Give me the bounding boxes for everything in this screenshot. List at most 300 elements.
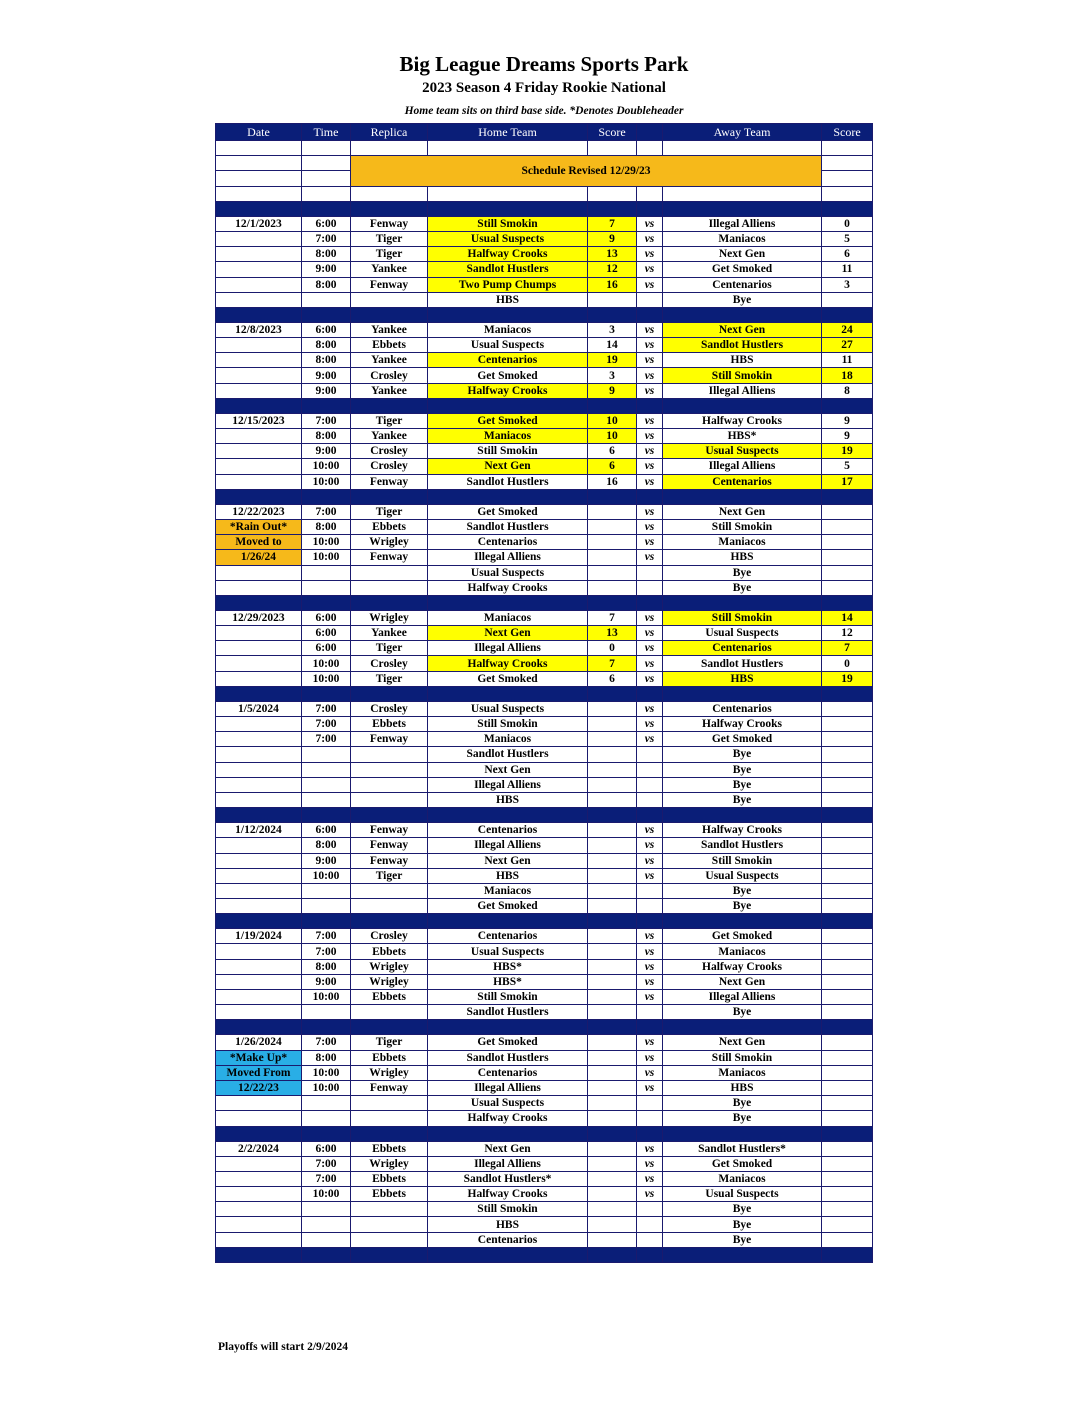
separator-cell (302, 595, 351, 610)
separator-cell (822, 489, 873, 504)
separator-cell (302, 398, 351, 413)
vs-cell: vs (637, 504, 663, 519)
time-cell: 10:00 (302, 1065, 351, 1080)
vs-cell (637, 762, 663, 777)
vs-cell: vs (637, 413, 663, 428)
home-score-cell: 14 (588, 338, 637, 353)
vs-cell (637, 1217, 663, 1232)
week-separator (216, 1126, 873, 1141)
home-score-cell (588, 1065, 637, 1080)
date-cell: *Make Up* (216, 1050, 302, 1065)
away-score-cell (822, 747, 873, 762)
separator-cell (428, 1247, 588, 1262)
away-score-cell (822, 580, 873, 595)
home-score-cell (588, 792, 637, 807)
away-score-cell: 14 (822, 610, 873, 625)
time-cell (302, 899, 351, 914)
game-row (216, 459, 873, 474)
vs-cell: vs (637, 1156, 663, 1171)
away-score-cell (822, 1080, 873, 1095)
home-team-cell: HBS (428, 792, 588, 807)
separator-cell (351, 201, 428, 216)
away-team-cell: Next Gen (663, 322, 822, 337)
date-cell: 12/29/2023 (216, 610, 302, 625)
separator-cell (822, 307, 873, 322)
time-cell (302, 1111, 351, 1126)
time-cell: 6:00 (302, 626, 351, 641)
vs-cell: vs (637, 231, 663, 246)
away-team-cell: Sandlot Hustlers* (663, 1141, 822, 1156)
replica-cell: Tiger (351, 504, 428, 519)
separator-cell (428, 1126, 588, 1141)
separator-cell (822, 398, 873, 413)
separator-cell (663, 686, 822, 701)
separator-cell (663, 307, 822, 322)
separator-cell (216, 914, 302, 929)
col-date-header: Date (216, 124, 302, 141)
vs-cell: vs (637, 519, 663, 534)
separator-cell (428, 686, 588, 701)
vs-cell: vs (637, 444, 663, 459)
home-team-cell: Still Smokin (428, 216, 588, 231)
home-team-cell: Usual Suspects (428, 338, 588, 353)
home-team-cell: HBS (428, 1217, 588, 1232)
replica-cell: Wrigley (351, 959, 428, 974)
away-team-cell: Get Smoked (663, 929, 822, 944)
vs-cell (637, 899, 663, 914)
away-team-cell: Halfway Crooks (663, 823, 822, 838)
vs-cell: vs (637, 626, 663, 641)
away-team-cell: Bye (663, 580, 822, 595)
away-team-cell: Usual Suspects (663, 626, 822, 641)
date-cell (216, 838, 302, 853)
game-row (216, 656, 873, 671)
game-row (216, 1141, 873, 1156)
away-score-cell (822, 990, 873, 1005)
replica-cell (351, 1005, 428, 1020)
home-team-cell: Next Gen (428, 626, 588, 641)
week-separator (216, 686, 873, 701)
time-cell (302, 762, 351, 777)
replica-cell: Fenway (351, 474, 428, 489)
home-score-cell (588, 974, 637, 989)
away-score-cell: 7 (822, 641, 873, 656)
separator-cell (637, 914, 663, 929)
home-score-cell (588, 883, 637, 898)
game-row (216, 277, 873, 292)
replica-cell: Wrigley (351, 1156, 428, 1171)
away-score-cell (822, 899, 873, 914)
game-row (216, 1202, 873, 1217)
home-score-cell (588, 899, 637, 914)
replica-cell: Tiger (351, 671, 428, 686)
page-title: Big League Dreams Sports Park (399, 52, 689, 76)
home-score-cell (588, 292, 637, 307)
away-score-cell (822, 883, 873, 898)
replica-cell: Crosley (351, 444, 428, 459)
away-score-cell (822, 777, 873, 792)
away-team-cell: Still Smokin (663, 853, 822, 868)
date-cell: 12/8/2023 (216, 322, 302, 337)
time-cell: 6:00 (302, 610, 351, 625)
home-team-cell: Halfway Crooks (428, 247, 588, 262)
vs-cell (637, 292, 663, 307)
separator-cell (588, 307, 637, 322)
game-row (216, 959, 873, 974)
away-score-cell (822, 1005, 873, 1020)
vs-cell (637, 1202, 663, 1217)
home-score-cell: 7 (588, 656, 637, 671)
away-team-cell: Still Smokin (663, 1050, 822, 1065)
away-team-cell: Get Smoked (663, 732, 822, 747)
col-away-team-header: Away Team (663, 124, 822, 141)
away-score-cell: 9 (822, 429, 873, 444)
time-cell: 8:00 (302, 338, 351, 353)
away-team-cell: Bye (663, 1111, 822, 1126)
separator-cell (588, 1020, 637, 1035)
away-score-cell (822, 1217, 873, 1232)
away-team-cell: Usual Suspects (663, 868, 822, 883)
week-separator (216, 808, 873, 823)
away-team-cell: Next Gen (663, 974, 822, 989)
replica-cell: Tiger (351, 641, 428, 656)
separator-cell (588, 686, 637, 701)
page-subtitle: 2023 Season 4 Friday Rookie National (422, 80, 666, 96)
time-cell: 9:00 (302, 383, 351, 398)
separator-cell (637, 307, 663, 322)
away-score-cell: 11 (822, 353, 873, 368)
time-cell: 8:00 (302, 429, 351, 444)
home-score-cell (588, 868, 637, 883)
date-cell (216, 1232, 302, 1247)
date-cell (216, 1005, 302, 1020)
vs-cell: vs (637, 610, 663, 625)
away-team-cell: Sandlot Hustlers (663, 838, 822, 853)
separator-cell (351, 686, 428, 701)
playoffs-note: Playoffs will start 2/9/2024 (218, 1341, 348, 1353)
time-cell: 8:00 (302, 247, 351, 262)
away-score-cell: 27 (822, 338, 873, 353)
away-score-cell: 12 (822, 626, 873, 641)
date-cell (216, 899, 302, 914)
vs-cell: vs (637, 459, 663, 474)
separator-cell (588, 489, 637, 504)
separator-cell (822, 808, 873, 823)
replica-cell: Wrigley (351, 535, 428, 550)
home-team-cell: Get Smoked (428, 413, 588, 428)
time-cell: 8:00 (302, 353, 351, 368)
home-score-cell (588, 1096, 637, 1111)
away-score-cell: 5 (822, 459, 873, 474)
home-team-cell: Get Smoked (428, 671, 588, 686)
time-cell: 7:00 (302, 717, 351, 732)
home-team-cell: Sandlot Hustlers (428, 474, 588, 489)
time-cell: 6:00 (302, 1141, 351, 1156)
vs-cell: vs (637, 550, 663, 565)
replica-cell (351, 292, 428, 307)
home-score-cell: 16 (588, 474, 637, 489)
date-cell: 1/12/2024 (216, 823, 302, 838)
replica-cell: Fenway (351, 732, 428, 747)
time-cell: 7:00 (302, 1156, 351, 1171)
away-score-cell (822, 853, 873, 868)
away-team-cell: Still Smokin (663, 519, 822, 534)
separator-cell (588, 398, 637, 413)
home-score-cell (588, 580, 637, 595)
separator-cell (351, 914, 428, 929)
home-team-cell: Centenarios (428, 353, 588, 368)
date-cell: *Rain Out* (216, 519, 302, 534)
vs-cell: vs (637, 838, 663, 853)
away-score-cell (822, 1171, 873, 1186)
time-cell: 7:00 (302, 231, 351, 246)
separator-cell (351, 808, 428, 823)
away-team-cell: Get Smoked (663, 262, 822, 277)
separator-cell (588, 1126, 637, 1141)
vs-cell: vs (637, 353, 663, 368)
separator-cell (822, 1020, 873, 1035)
home-score-cell (588, 1217, 637, 1232)
week-separator (216, 1020, 873, 1035)
time-cell (302, 1096, 351, 1111)
replica-cell (351, 883, 428, 898)
game-row (216, 429, 873, 444)
date-cell (216, 1111, 302, 1126)
time-cell: 6:00 (302, 322, 351, 337)
time-cell (302, 747, 351, 762)
away-score-cell: 0 (822, 656, 873, 671)
time-cell (302, 792, 351, 807)
date-cell (216, 990, 302, 1005)
vs-cell: vs (637, 383, 663, 398)
game-row (216, 580, 873, 595)
date-cell (216, 368, 302, 383)
game-row (216, 823, 873, 838)
separator-cell (428, 1020, 588, 1035)
time-cell (302, 777, 351, 792)
date-cell: 12/1/2023 (216, 216, 302, 231)
away-team-cell: HBS* (663, 429, 822, 444)
away-score-cell (822, 1202, 873, 1217)
home-team-cell: Sandlot Hustlers (428, 262, 588, 277)
separator-cell (428, 808, 588, 823)
replica-cell: Yankee (351, 383, 428, 398)
game-row (216, 792, 873, 807)
date-cell (216, 383, 302, 398)
date-cell: 1/5/2024 (216, 701, 302, 716)
game-row (216, 413, 873, 428)
replica-cell: Ebbets (351, 990, 428, 1005)
home-score-cell: 6 (588, 459, 637, 474)
time-cell (302, 1005, 351, 1020)
vs-cell: vs (637, 990, 663, 1005)
game-row (216, 701, 873, 716)
date-cell (216, 732, 302, 747)
separator-cell (351, 1126, 428, 1141)
date-cell (216, 353, 302, 368)
away-score-cell (822, 929, 873, 944)
home-team-cell: Usual Suspects (428, 701, 588, 716)
vs-cell: vs (637, 1171, 663, 1186)
blank-row (216, 186, 873, 201)
replica-cell: Ebbets (351, 519, 428, 534)
revised-row (216, 156, 873, 171)
separator-cell (637, 489, 663, 504)
time-cell: 10:00 (302, 656, 351, 671)
separator-cell (637, 686, 663, 701)
time-cell: 8:00 (302, 959, 351, 974)
vs-cell: vs (637, 216, 663, 231)
away-team-cell: HBS (663, 671, 822, 686)
game-row (216, 565, 873, 580)
date-cell (216, 292, 302, 307)
separator-cell (822, 1126, 873, 1141)
home-team-cell: Get Smoked (428, 504, 588, 519)
time-cell: 10:00 (302, 1080, 351, 1095)
game-row (216, 1065, 873, 1080)
game-row (216, 777, 873, 792)
game-row (216, 368, 873, 383)
separator-cell (663, 1247, 822, 1262)
date-cell (216, 777, 302, 792)
vs-cell: vs (637, 671, 663, 686)
game-row (216, 1096, 873, 1111)
week-separator (216, 1247, 873, 1262)
home-team-cell: Usual Suspects (428, 565, 588, 580)
time-cell: 6:00 (302, 641, 351, 656)
replica-cell: Ebbets (351, 1187, 428, 1202)
separator-cell (822, 686, 873, 701)
away-team-cell: Next Gen (663, 504, 822, 519)
away-score-cell: 19 (822, 444, 873, 459)
vs-cell: vs (637, 656, 663, 671)
vs-cell: vs (637, 262, 663, 277)
replica-cell: Fenway (351, 1080, 428, 1095)
replica-cell: Yankee (351, 429, 428, 444)
home-score-cell (588, 1080, 637, 1095)
time-cell (302, 1217, 351, 1232)
date-cell (216, 459, 302, 474)
col-time-header: Time (302, 124, 351, 141)
home-team-cell: Illegal Alliens (428, 1080, 588, 1095)
away-team-cell: Sandlot Hustlers (663, 656, 822, 671)
home-team-cell: Next Gen (428, 1141, 588, 1156)
replica-cell (351, 1111, 428, 1126)
replica-cell: Fenway (351, 838, 428, 853)
game-row (216, 262, 873, 277)
time-cell: 7:00 (302, 1035, 351, 1050)
away-team-cell: Centenarios (663, 474, 822, 489)
away-score-cell (822, 868, 873, 883)
game-row (216, 974, 873, 989)
home-score-cell (588, 732, 637, 747)
vs-cell: vs (637, 732, 663, 747)
time-cell (302, 580, 351, 595)
separator-cell (637, 808, 663, 823)
game-row (216, 838, 873, 853)
separator-cell (216, 808, 302, 823)
date-cell: Moved From (216, 1065, 302, 1080)
home-score-cell (588, 504, 637, 519)
home-team-cell: HBS (428, 292, 588, 307)
game-row (216, 444, 873, 459)
separator-cell (428, 914, 588, 929)
time-cell: 9:00 (302, 974, 351, 989)
time-cell: 7:00 (302, 413, 351, 428)
game-row (216, 717, 873, 732)
replica-cell: Wrigley (351, 974, 428, 989)
game-row (216, 353, 873, 368)
date-cell (216, 429, 302, 444)
home-score-cell (588, 929, 637, 944)
game-row (216, 1111, 873, 1126)
away-score-cell (822, 944, 873, 959)
home-score-cell (588, 838, 637, 853)
date-cell (216, 717, 302, 732)
replica-cell (351, 565, 428, 580)
home-score-cell: 9 (588, 231, 637, 246)
separator-cell (588, 914, 637, 929)
home-score-cell (588, 990, 637, 1005)
vs-cell: vs (637, 944, 663, 959)
date-cell (216, 277, 302, 292)
game-row (216, 610, 873, 625)
replica-cell: Crosley (351, 929, 428, 944)
home-team-cell: Illegal Alliens (428, 641, 588, 656)
home-team-cell: Sandlot Hustlers (428, 519, 588, 534)
home-team-cell: Halfway Crooks (428, 580, 588, 595)
game-row (216, 990, 873, 1005)
away-team-cell: Next Gen (663, 1035, 822, 1050)
home-score-cell (588, 1035, 637, 1050)
date-cell (216, 580, 302, 595)
separator-cell (302, 307, 351, 322)
vs-cell: vs (637, 974, 663, 989)
replica-cell: Yankee (351, 626, 428, 641)
col-vs-header (637, 124, 663, 141)
away-team-cell: Illegal Alliens (663, 459, 822, 474)
away-score-cell (822, 974, 873, 989)
home-team-cell: Centenarios (428, 929, 588, 944)
game-row (216, 732, 873, 747)
vs-cell: vs (637, 474, 663, 489)
game-row (216, 1156, 873, 1171)
separator-cell (302, 686, 351, 701)
away-score-cell: 9 (822, 413, 873, 428)
game-row (216, 641, 873, 656)
away-team-cell: Bye (663, 1005, 822, 1020)
time-cell: 10:00 (302, 474, 351, 489)
separator-cell (216, 201, 302, 216)
date-cell (216, 247, 302, 262)
game-row (216, 1080, 873, 1095)
away-team-cell: Usual Suspects (663, 1187, 822, 1202)
home-score-cell (588, 1141, 637, 1156)
date-cell: 1/19/2024 (216, 929, 302, 944)
home-score-cell: 7 (588, 216, 637, 231)
replica-cell: Ebbets (351, 944, 428, 959)
replica-cell: Crosley (351, 459, 428, 474)
separator-cell (663, 914, 822, 929)
home-team-cell: Maniacos (428, 322, 588, 337)
away-team-cell: Sandlot Hustlers (663, 338, 822, 353)
separator-cell (351, 307, 428, 322)
game-row (216, 383, 873, 398)
replica-cell: Ebbets (351, 1171, 428, 1186)
date-cell (216, 565, 302, 580)
away-team-cell: Get Smoked (663, 1156, 822, 1171)
separator-cell (637, 1020, 663, 1035)
